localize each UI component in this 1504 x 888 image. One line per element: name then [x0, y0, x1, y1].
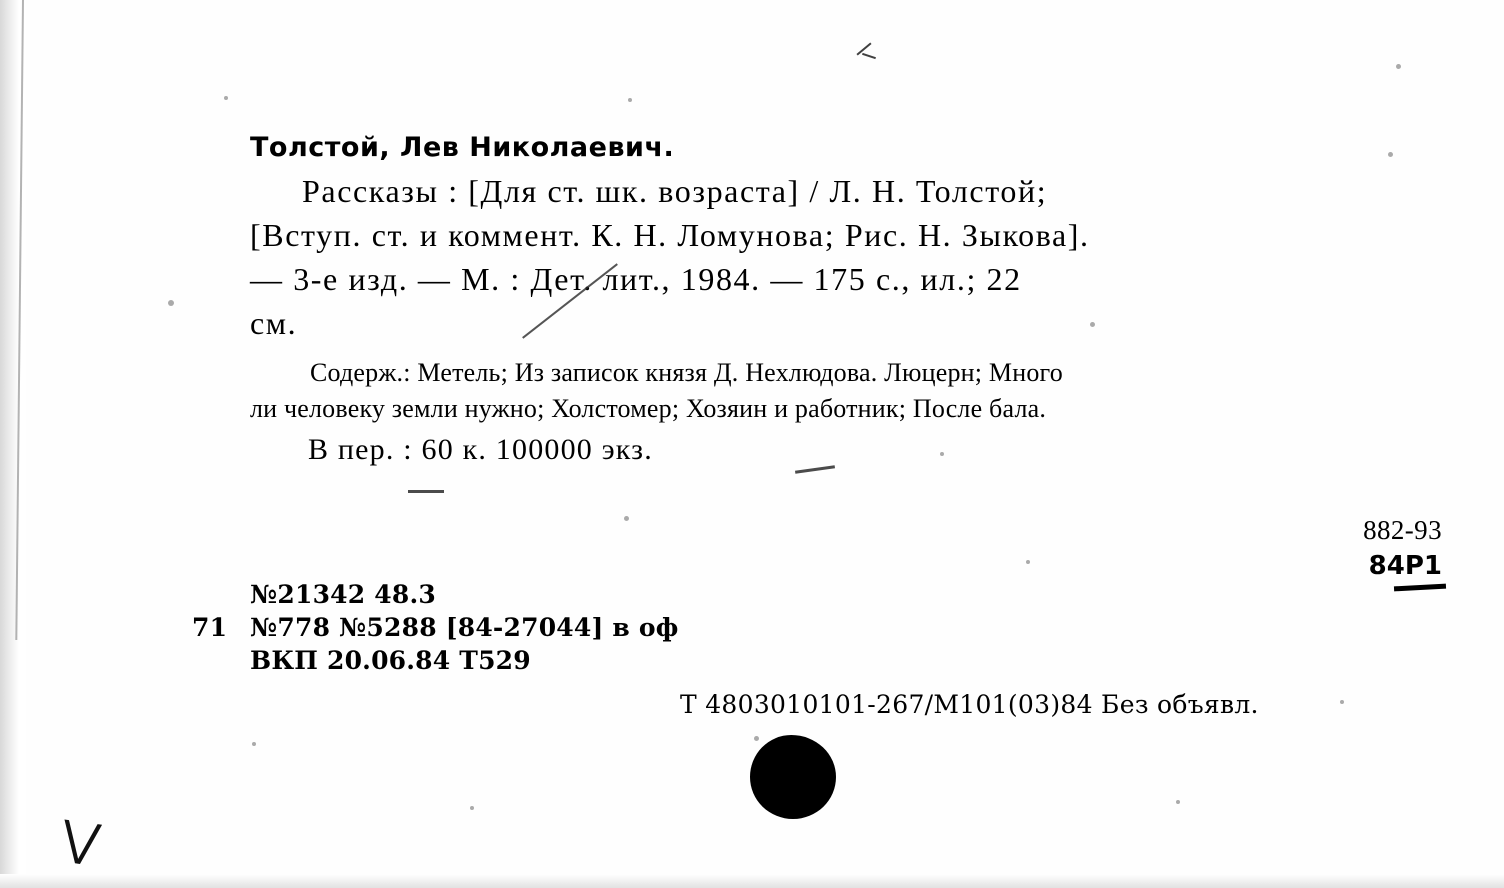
scan-speck: [754, 736, 759, 741]
ink-blot-mark: [750, 735, 836, 819]
author-heading: Толстой, Лев Николаевич.: [250, 132, 675, 163]
scan-speck: [1340, 700, 1344, 704]
scan-speck: [628, 98, 632, 102]
scan-speck: [224, 96, 228, 100]
binding-and-print-run-note: [250, 433, 1450, 467]
scan-speck: [252, 742, 256, 746]
imprint-code-line: Т 4803010101-267/М101(03)84 Без объявл.: [680, 690, 1259, 719]
binding-and-print-run-text: В пер. : 60 к. 100000 экз.: [308, 433, 653, 466]
contents-note: [250, 355, 1450, 427]
title-statement-line-4: см.: [250, 305, 298, 341]
scan-speck: [1026, 560, 1030, 564]
contents-note-line-1-text: Содерж.: Метель; Из записок князя Д. Нехлюдова. Люцерн; Много: [310, 358, 1063, 387]
scan-speck: [1396, 64, 1401, 69]
bbk-number: 84Р1: [1368, 551, 1442, 581]
registration-line-1: №21342 48.3: [250, 580, 436, 609]
scan-speck: [1176, 800, 1180, 804]
contents-note-line-2: ли человеку земли нужно; Холстомер; Хозяин и работник; После бала.: [250, 394, 1047, 423]
title-statement-line-1: [250, 169, 1450, 213]
classification-underline-mark: [1394, 584, 1446, 592]
catalog-card-text-block: [250, 132, 1450, 467]
registration-line-2: [192, 611, 679, 644]
classification-block: [1363, 512, 1442, 584]
scan-speck: [168, 300, 174, 306]
udc-number: 882-93: [1363, 515, 1442, 545]
registration-block: [192, 578, 679, 677]
title-statement-line-1-text: Рассказы : [Для ст. шк. возраста] / Л. Н. Толстой;: [302, 173, 1048, 209]
title-statement-line-2: [Вступ. ст. и коммент. К. Н. Ломунова; Рис. Н. Зыкова].: [250, 217, 1090, 253]
scan-speck: [624, 516, 629, 521]
title-statement-line-3: — 3-е изд. — М. : Дет. лит., 1984. — 175 с., ил.; 22: [250, 261, 1022, 297]
scan-speck: [470, 806, 474, 810]
registration-line-2-text: №778 №5288 [84-27044] в оф: [250, 613, 679, 642]
pen-stroke-mark: [408, 490, 444, 493]
registration-line-3: ВКП 20.06.84 Т529: [250, 646, 531, 675]
title-statement: [250, 169, 1450, 345]
pen-stroke-mark: [862, 53, 876, 59]
pen-check-mark: ⋁: [58, 811, 104, 868]
registration-left-number: 71: [192, 613, 228, 642]
contents-note-line-1: [250, 355, 1450, 391]
page-bottom-edge-shadow: [0, 874, 1504, 888]
